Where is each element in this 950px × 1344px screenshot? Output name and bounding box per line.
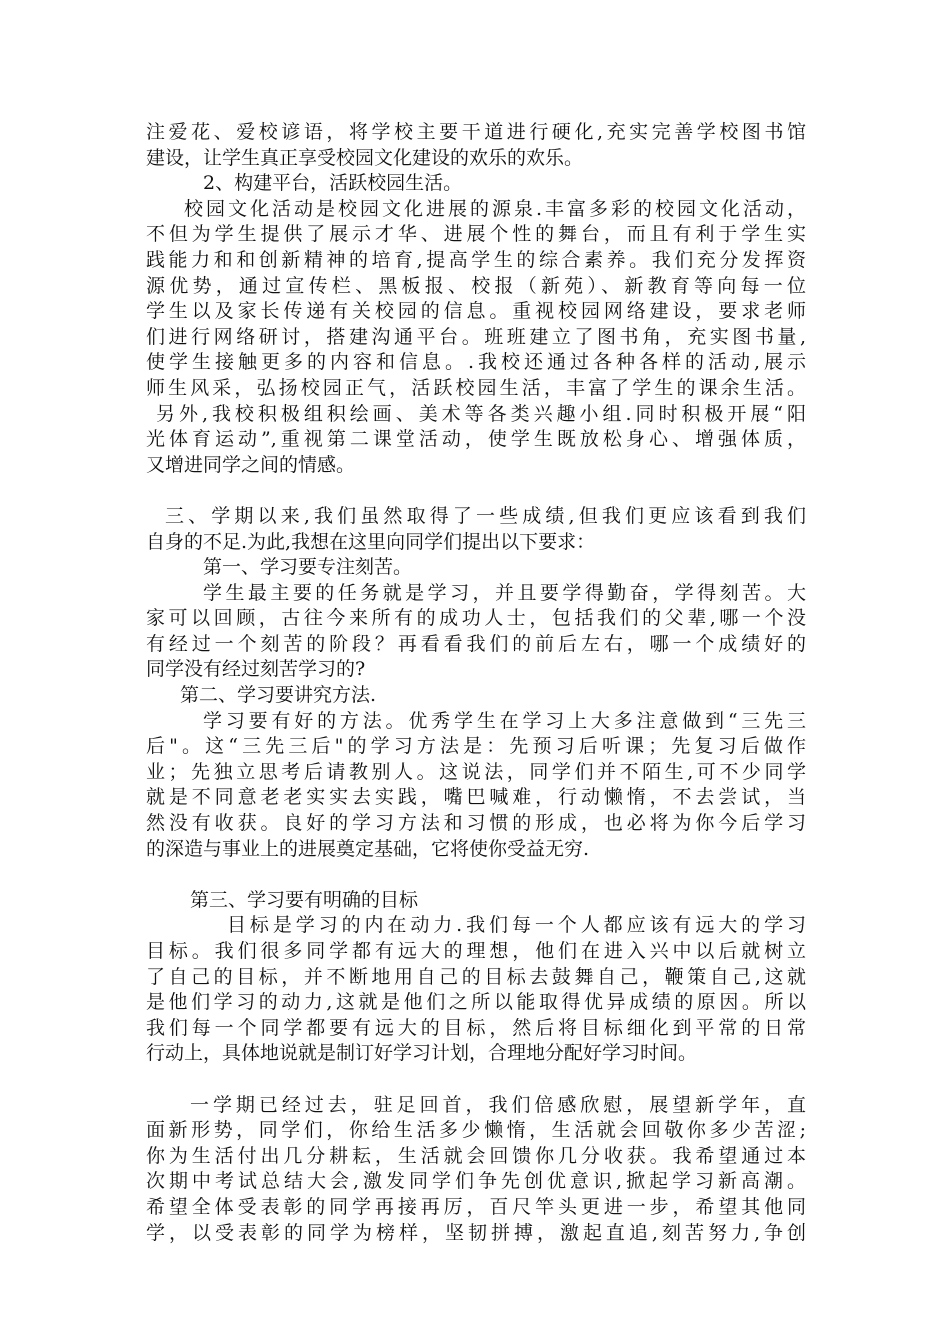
document-body <box>146 120 806 1246</box>
subsection-heading: 第二、学习要讲究方法. <box>180 684 377 707</box>
text-line: 我们每一个同学都要有远大的目标，然后将目标细化到平常的日常 <box>146 1016 806 1039</box>
text-line: 另外,我校积极组积绘画、美术等各类兴趣小组.同时积极开展“阳 <box>156 402 806 425</box>
text-line: 行动上，具体地说就是制订好学习计划，合理地分配好学习时间。 <box>146 1042 698 1065</box>
text-line: 是他们学习的动力,这就是他们之所以能取得优异成绩的原因。所以 <box>146 991 806 1014</box>
text-line: 校园文化活动是校园文化进展的源泉.丰富多彩的校园文化活动， <box>184 197 806 220</box>
text-line: 了自己的目标，并不断地用自己的目标去鼓舞自己，鞭策自己,这就 <box>146 965 806 988</box>
paragraph-gap <box>146 478 806 504</box>
text-line: 家可以回顾，古往今来所有的成功人士，包括我们的父辈,哪一个没 <box>146 607 806 630</box>
text-line: 学，以受表彰的同学为榜样，坚韧拼搏，激起直追,刻苦努力,争创 <box>146 1221 806 1244</box>
text-line: 就是不同意老老实实去实践，嘴巴喊难，行动懒惰，不去尝试，当 <box>146 786 806 809</box>
text-line: 学习要有好的方法。优秀学生在学习上大多注意做到“三先三 <box>203 709 806 732</box>
section-heading: 2、构建平台，活跃校园生活。 <box>203 172 463 195</box>
text-line: 一学期已经过去，驻足回首，我们倍感欣慰，展望新学年，直 <box>190 1093 806 1116</box>
text-line: 目标是学习的内在动力.我们每一个人都应该有远大的学习 <box>227 914 806 937</box>
text-line: 源优势，通过宣传栏、黑板报、校报（新苑）、新教育等向每一位 <box>146 274 806 297</box>
paragraph-gap <box>146 862 806 888</box>
text-line: 希望全体受表彰的同学再接再厉，百尺竿头更进一步，希望其他同 <box>146 1195 806 1218</box>
subsection-heading: 第一、学习要专注刻苦。 <box>203 556 413 579</box>
text-line: 然没有收获。良好的学习方法和习惯的形成，也必将为你今后学习 <box>146 812 806 835</box>
text-line: 你为生活付出几分耕耘，生活就会回馈你几分收获。我希望通过本 <box>146 1144 806 1167</box>
text-line: 的深造与事业上的进展奠定基础，它将使你受益无穷. <box>146 837 590 860</box>
text-line: 学生以及家长传递有关校园的信息。重视校园网络建设，要求老师 <box>146 300 806 323</box>
text-line: 后"。这“三先三后"的学习方法是：先预习后听课；先复习后做作 <box>146 735 806 758</box>
text-line: 学生最主要的任务就是学习，并且要学得勤奋，学得刻苦。大 <box>203 581 806 604</box>
text-line: 业；先独立思考后请教别人。这说法，同学们并不陌生,可不少同学 <box>146 760 806 783</box>
text-line: 同学没有经过刻苦学习的? <box>146 658 366 681</box>
text-line: 自身的不足.为此,我想在这里向同学们提出以下要求： <box>146 530 596 553</box>
text-line: 使学生接触更多的内容和信息。.我校还通过各种各样的活动,展示 <box>146 351 806 374</box>
text-line: 建设，让学生真正享受校园文化建设的欢乐的欢乐。 <box>146 146 584 169</box>
text-line: 践能力和和创新精神的培育,提高学生的综合素养。我们充分发挥资 <box>146 248 806 271</box>
text-line: 师生风采，弘扬校园正气，活跃校园生活，丰富了学生的课余生活。 <box>146 376 806 399</box>
text-line: 注爱花、爱校谚语，将学校主要干道进行硬化,充实完善学校图书馆 <box>146 121 806 143</box>
text-line: 又增进同学之间的情感。 <box>146 453 356 476</box>
subsection-heading: 第三、学习要有明确的目标 <box>190 888 419 911</box>
text-line: 不但为学生提供了展示才华、进展个性的舞台，而且有利于学生实 <box>146 223 806 246</box>
text-line: 次期中考试总结大会,激发同学们争先创优意识,掀起学习新高潮。 <box>146 1170 806 1193</box>
text-line: 面新形势，同学们，你给生活多少懒惰，生活就会回敬你多少苦涩; <box>146 1119 806 1142</box>
text-line: 们进行网络研讨，搭建沟通平台。班班建立了图书角，充实图书量, <box>146 325 806 348</box>
paragraph-gap <box>146 1067 806 1093</box>
section-heading: 三、学期以来,我们虽然取得了一些成绩,但我们更应该看到我们 <box>165 504 806 527</box>
text-line: 有经过一个刻苦的阶段？再看看我们的前后左右，哪一个成绩好的 <box>146 632 806 655</box>
text-line: 目标。我们很多同学都有远大的理想，他们在进入兴中以后就树立 <box>146 940 806 962</box>
text-line: 光体育运动”,重视第二课堂活动，使学生既放松身心、增强体质， <box>146 428 806 451</box>
